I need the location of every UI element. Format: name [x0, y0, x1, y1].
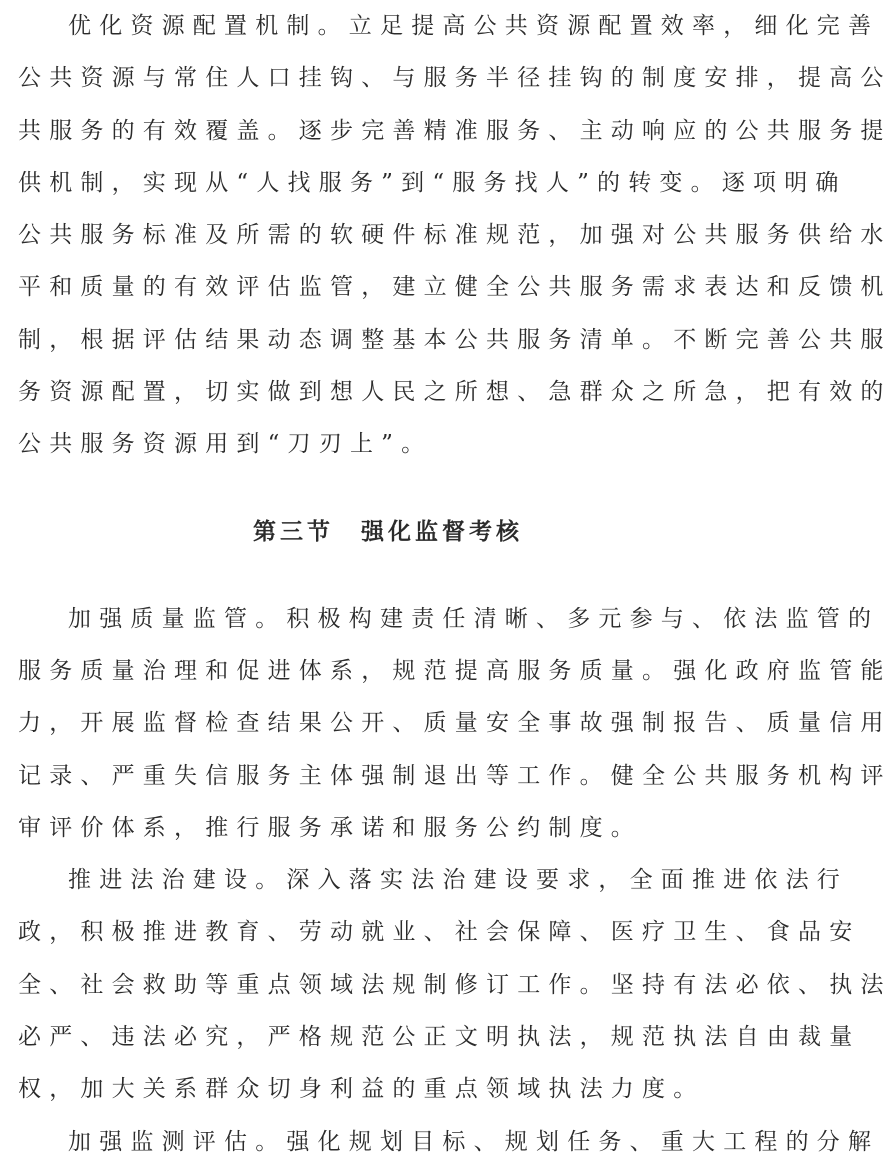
- section-title: 第三节 强化监督考核: [253, 517, 523, 545]
- paragraph-line: 公共服务资源用到“刀刃上”。: [18, 431, 433, 458]
- paragraph-line: 服务质量治理和促进体系，规范提高服务质量。强化政府监管能: [18, 657, 892, 684]
- paragraph-line: 务资源配置，切实做到想人民之所想、急群众之所急，把有效的: [18, 379, 892, 406]
- paragraph-line: 力，开展监督检查结果公开、质量安全事故强制报告、质量信用: [18, 710, 892, 737]
- paragraph-line: 优化资源配置机制。立足提高公共资源配置效率，细化完善: [68, 13, 880, 39]
- paragraph-line: 共服务的有效覆盖。逐步完善精准服务、主动响应的公共服务提: [18, 117, 892, 144]
- paragraph-line: 平和质量的有效评估监管，建立健全公共服务需求表达和反馈机: [18, 274, 892, 301]
- paragraph-line: 全、社会救助等重点领域法规制修订工作。坚持有法必依、执法: [18, 971, 892, 998]
- spacer: [18, 565, 758, 593]
- paragraph-line: 记录、严重失信服务主体强制退出等工作。健全公共服务机构评: [18, 762, 892, 789]
- spacer: [18, 471, 758, 499]
- paragraph-line: 审评价体系，推行服务承诺和服务公约制度。: [18, 814, 642, 841]
- paragraph-line: 制，根据评估结果动态调整基本公共服务清单。不断完善公共服: [18, 326, 892, 353]
- paragraph-line: 加强监测评估。强化规划目标、规划任务、重大工程的分解: [68, 1128, 880, 1155]
- paragraph-line: 加强质量监管。积极构建责任清晰、多元参与、依法监管的: [68, 605, 880, 632]
- paragraph-line: 公共资源与常住人口挂钩、与服务半径挂钩的制度安排，提高公: [18, 65, 892, 92]
- document-body: [18, 0, 892, 1168]
- paragraph-line: 必严、违法必究，严格规范公正文明执法，规范执法自由裁量: [18, 1024, 861, 1051]
- paragraph-line: 公共服务标准及所需的软硬件标准规范，加强对公共服务供给水: [18, 222, 892, 249]
- paragraph-line: 权，加大关系群众切身利益的重点领域执法力度。: [18, 1076, 705, 1103]
- paragraph-line: 政，积极推进教育、劳动就业、社会保障、医疗卫生、食品安: [18, 919, 861, 946]
- paragraph-line: 推进法治建设。深入落实法治建设要求，全面推进依法行: [68, 867, 848, 894]
- paragraph-line: 供机制，实现从“人找服务”到“服务找人”的转变。逐项明确: [18, 169, 847, 196]
